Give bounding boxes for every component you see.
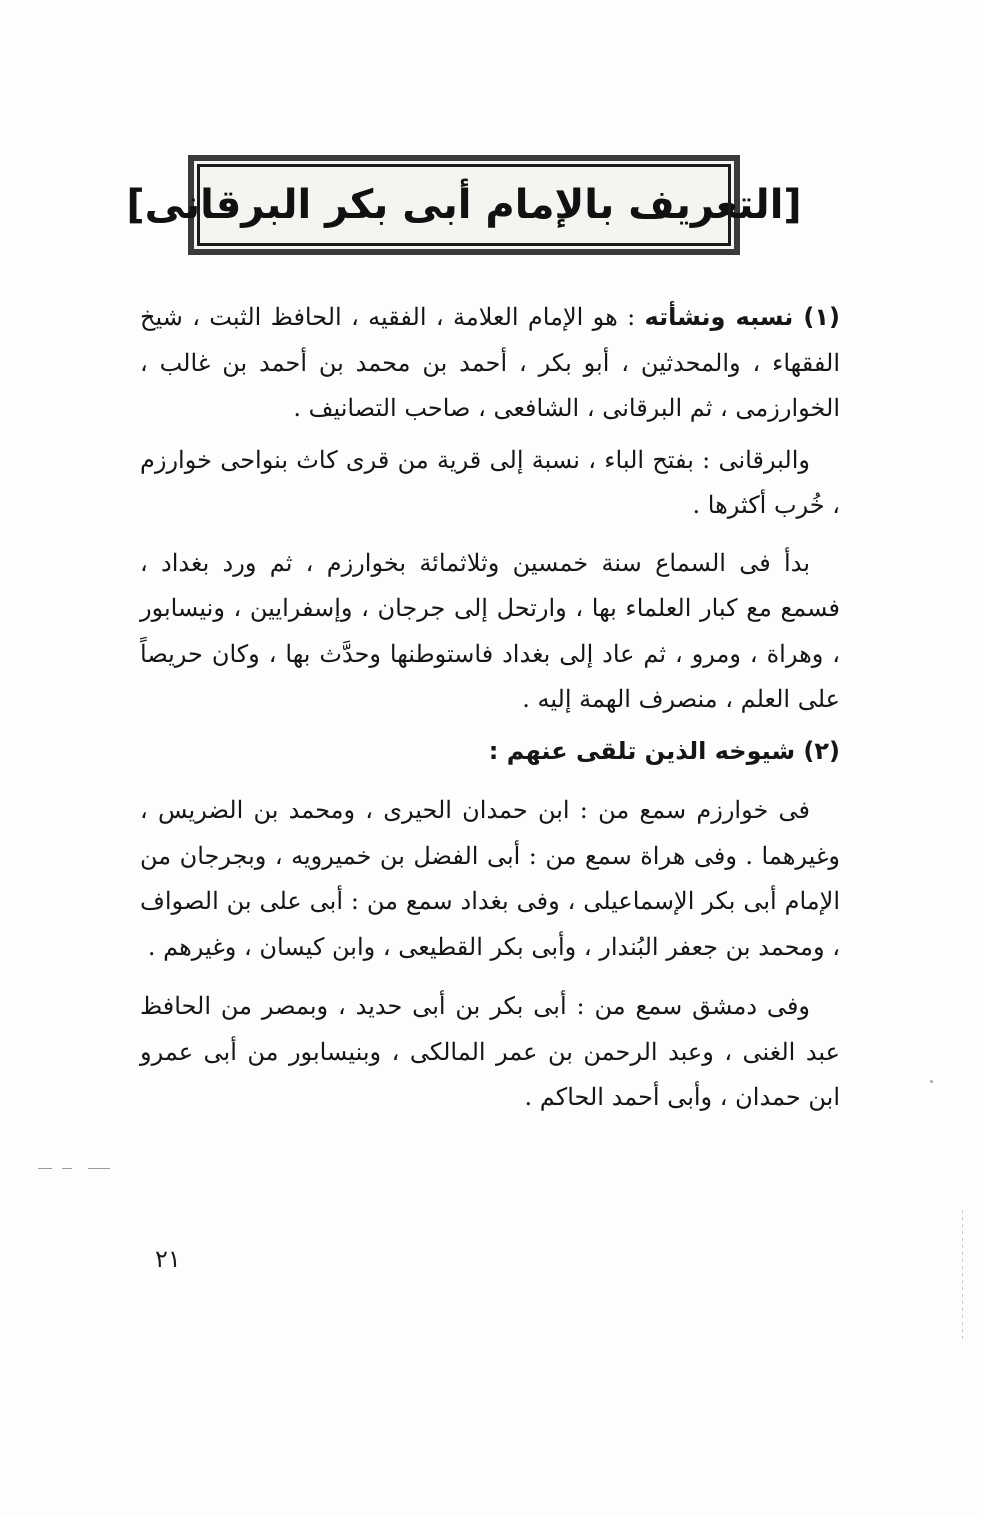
- section-2-heading: (٢) شيوخه الذين تلقى عنهم :: [488, 736, 840, 765]
- scan-mark: [38, 1168, 52, 1169]
- scan-mark: [88, 1168, 110, 1169]
- damascus-teachers-paragraph: وفى دمشق سمع من : أبى بكر بن أبى حديد ، وبمصر من الحافظ عبد الغنى ، وعبد الرحمن بن عمر المالكى ، وبنيسابور من أبى عمرو ابن حمدان ، وأبى أحمد الحاكم .: [140, 992, 840, 1111]
- barqani-paragraph: والبرقانى : بفتح الباء ، نسبة إلى قرية من قرى كاث بنواحى خوارزم ، خُرب أكثرها .: [140, 445, 840, 519]
- body-text: [140, 295, 840, 1121]
- scan-mark: [62, 1168, 72, 1169]
- title-frame: [126, 155, 802, 255]
- section-1-text: : هو الإمام العلامة ، الفقيه ، الحافظ الثبت ، شيخ الفقهاء ، والمحدثين ، أبو بكر ، أحمد بن محمد بن أحمد بن غالب ، الخوارزمى ، ثم البرقانى ، الشافعى ، صاحب التصانيف .: [140, 303, 840, 422]
- scan-dot: [930, 1080, 933, 1083]
- study-start-paragraph: بدأ فى السماع سنة خمسين وثلاثمائة بخوارزم ، ثم ورد بغداد ، فسمع مع كبار العلماء بها ، وارتحل إلى جرجان ، وإسفرايين ، ونيسابور ، وهراة ، ومرو ، ثم عاد إلى بغداد فاستوطنها وحدَّث بها ، وكان حريصاً على العلم ، منصرف الهمة إليه .: [140, 548, 840, 713]
- khwarazm-teachers-paragraph: فى خوارزم سمع من : ابن حمدان الحيرى ، ومحمد بن الضريس ، وغيرهما . وفى هراة سمع من : أبى الفضل بن خميرويه ، وبجرجان من الإمام أبى بكر الإسماعيلى ، وفى بغداد سمع من : أبى على بن الصواف ، ومحمد بن جعفر البُندار ، وأبى بكر القطيعى ، وابن كيسان ، وغيرهم .: [140, 796, 840, 961]
- section-2-heading-line: [140, 729, 840, 775]
- page-number: ٢١: [155, 1245, 181, 1273]
- section-1-label: (١) نسبه ونشأته: [644, 303, 840, 331]
- section-1-paragraph: [140, 295, 840, 432]
- page-title: [التعريف بالإمام أبى بكر البرقانى]: [126, 182, 802, 228]
- scan-edge-line: [962, 1210, 963, 1340]
